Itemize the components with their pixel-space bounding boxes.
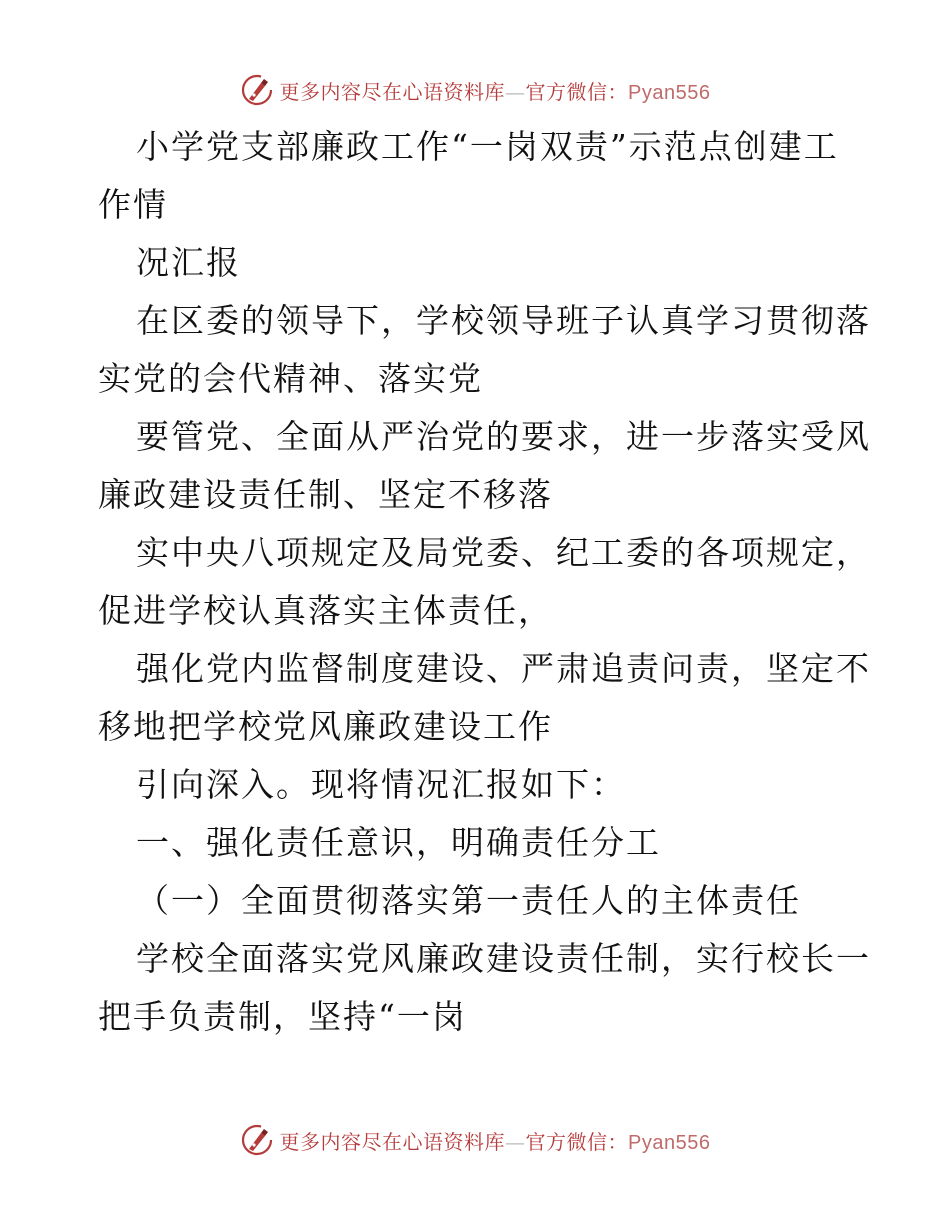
paragraph-line: 移地把学校党风廉政建设工作 — [98, 707, 553, 746]
paragraph-line: 促进学校认真落实主体责任， — [98, 591, 553, 630]
document-body — [98, 118, 871, 1046]
pen-nib-logo-icon — [240, 73, 274, 107]
paragraph-line: 实中央八项规定及局党委、纪工委的各项规定， — [136, 533, 871, 572]
title-line-1: 小学党支部廉政工作“一岗双责”示范点创建工 — [136, 127, 839, 166]
subsection-heading: （一）全面贯彻落实第一责任人的主体责任 — [136, 881, 801, 920]
paragraph-line: 强化党内监督制度建设、严肃追责问责，坚定不 — [136, 649, 871, 688]
title-line-3: 况汇报 — [136, 243, 241, 282]
banner-wechat-label: 官方微信： — [525, 1129, 629, 1154]
paragraph-line: 实党的会代精神、落实党 — [98, 359, 483, 398]
banner-separator: — — [505, 79, 526, 104]
banner-site-name: 更多内容尽在心语资料库 — [279, 79, 506, 104]
paragraph-line: 把手负责制，坚持“一岗 — [98, 997, 467, 1036]
section-heading: 一、强化责任意识，明确责任分工 — [136, 823, 661, 862]
footer-banner — [0, 1120, 950, 1160]
title-line-2: 作情 — [98, 185, 168, 224]
paragraph-line: 廉政建设责任制、坚定不移落 — [98, 475, 553, 514]
pen-nib-logo-icon — [240, 1123, 274, 1157]
banner-text — [280, 1126, 711, 1155]
paragraph-line: 学校全面落实党风廉政建设责任制，实行校长一 — [136, 939, 871, 978]
paragraph-line: 引向深入。现将情况汇报如下： — [136, 765, 626, 804]
paragraph-line: 在区委的领导下，学校领导班子认真学习贯彻落 — [136, 301, 871, 340]
banner-wechat-id: Pyan556 — [628, 81, 711, 104]
banner-wechat-label: 官方微信： — [525, 79, 629, 104]
banner-separator: — — [505, 1129, 526, 1154]
header-banner — [0, 70, 950, 110]
banner-text — [280, 76, 711, 105]
banner-wechat-id: Pyan556 — [628, 1131, 711, 1154]
paragraph-line: 要管党、全面从严治党的要求，进一步落实受风 — [136, 417, 871, 456]
banner-site-name: 更多内容尽在心语资料库 — [279, 1129, 506, 1154]
